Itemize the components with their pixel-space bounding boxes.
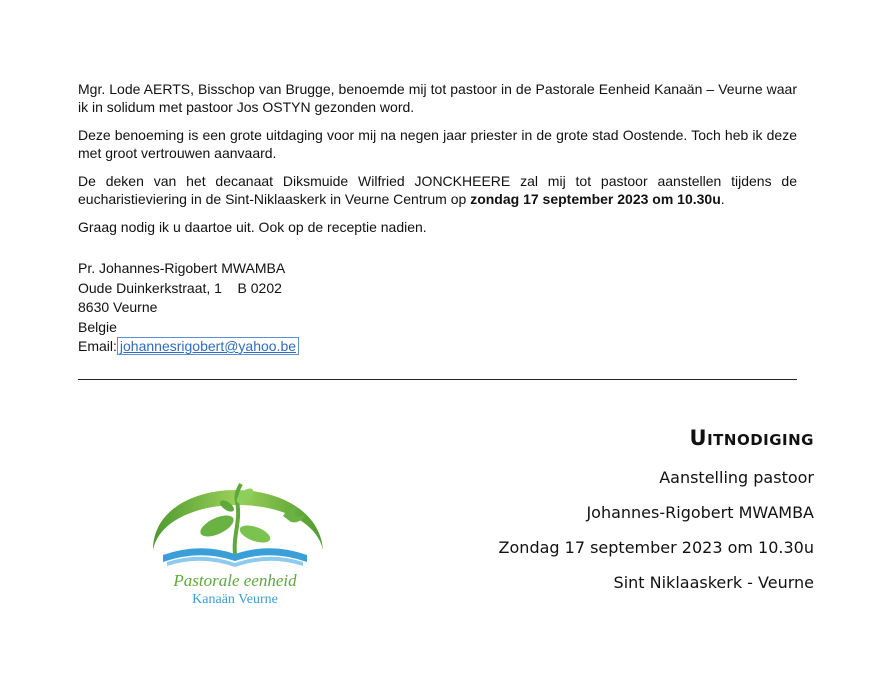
parish-logo xyxy=(145,450,325,610)
sender-name: Pr. Johannes-Rigobert MWAMBA xyxy=(78,260,286,276)
letter-paragraph-1: Mgr. Lode AERTS, Bisschop van Brugge, benoemde mij tot pastoor in de Pastorale Eenheid Kanaän – Veurne waar ik in solidum met pastoor Jos OSTYN gezonden word. xyxy=(78,81,797,115)
sender-email-line xyxy=(78,337,797,357)
invitation-line-2: Johannes-Rigobert MWAMBA xyxy=(586,503,814,522)
letter-body xyxy=(78,80,797,357)
letter-paragraph-4: Graag nodig ik u daartoe uit. Ook op de receptie nadien. xyxy=(78,219,427,235)
sender-country: Belgie xyxy=(78,318,117,335)
invitation-line-1: Aanstelling pastoor xyxy=(659,468,814,487)
logo-text-line2: Kanaän Veurne xyxy=(192,592,278,607)
email-link[interactable]: johannesrigobert@yahoo.be xyxy=(117,337,299,355)
invitation-line-3: Zondag 17 september 2023 om 10.30u xyxy=(498,538,814,557)
invitation-line-4: Sint Niklaaskerk - Veurne xyxy=(613,573,814,592)
sender-address xyxy=(78,259,797,357)
invitation-title: Uitnodiging xyxy=(689,426,814,450)
letter-paragraph-3 xyxy=(78,172,797,208)
letter-paragraph-2: Deze benoeming is een grote uitdaging voor mij na negen jaar priester in de grote stad Oostende. Toch heb ik deze met groot vertrouwen aanvaard. xyxy=(78,127,797,161)
sender-city: 8630 Veurne xyxy=(78,299,158,315)
logo-leaf-left xyxy=(197,511,236,541)
horizontal-divider xyxy=(78,379,797,380)
paragraph-3-text: De deken van het decanaat Diksmuide Wilfried JONCKHEERE zal mij tot pastoor aanstellen tijdens de eucharistieviering in de Sint-Niklaaskerk in Veurne Centrum op xyxy=(78,173,797,207)
paragraph-3-end: . xyxy=(720,191,725,207)
logo-leaf-right xyxy=(238,522,273,546)
ceremony-date-bold: zondag 17 september 2023 om 10.30u xyxy=(470,191,721,207)
invitation-block xyxy=(499,426,814,600)
email-label: Email: xyxy=(78,338,117,354)
logo-text-line1: Pastorale eenheid xyxy=(173,571,297,590)
sender-street: Oude Duinkerkstraat, 1 B 0202 xyxy=(78,279,282,296)
